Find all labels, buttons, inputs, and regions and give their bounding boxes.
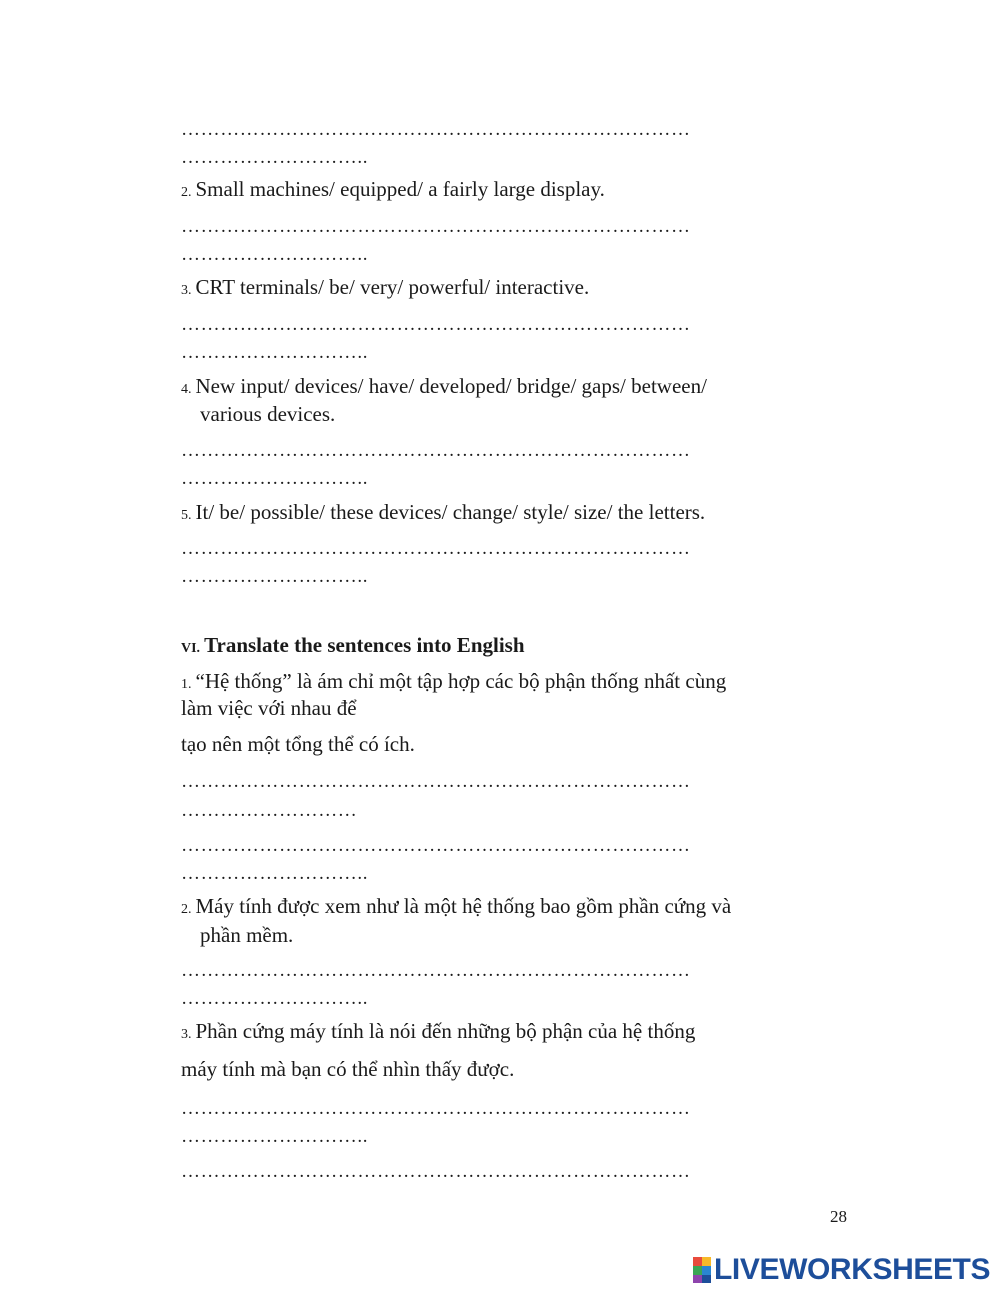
exercise-item: [181, 374, 707, 399]
answer-line: ……………………………………………………………………: [181, 440, 691, 461]
exercise-item: [181, 669, 726, 694]
answer-line: ……………………………………………………………………: [181, 314, 691, 335]
section-title: Translate the sentences into English: [204, 633, 525, 657]
answer-line: ………………………..: [181, 342, 369, 363]
item-text-continued: máy tính mà bạn có thể nhìn thấy được.: [181, 1057, 515, 1081]
item-text: Máy tính được xem như là một hệ thống bao gồm phần cứng và: [195, 894, 732, 918]
answer-line: ………………………..: [181, 244, 369, 265]
item-text-continued: làm việc với nhau để: [181, 696, 357, 720]
answer-line: ……………………………………………………………………: [181, 1098, 691, 1119]
page-number: 28: [830, 1207, 847, 1226]
answer-line: ……………………………………………………………………: [181, 119, 691, 140]
item-number: 2.: [181, 902, 192, 917]
item-text: It/ be/ possible/ these devices/ change/ style/ size/ the letters.: [195, 500, 706, 524]
answer-line: ………………………..: [181, 863, 369, 884]
answer-line: ………………………: [181, 800, 358, 821]
item-text: New input/ devices/ have/ developed/ bridge/ gaps/ between/: [195, 374, 707, 398]
item-text: “Hệ thống” là ám chỉ một tập hợp các bộ phận thống nhất cùng: [195, 669, 727, 693]
exercise-item: [181, 1019, 695, 1044]
item-number: 3.: [181, 283, 192, 298]
answer-line: ……………………………………………………………………: [181, 960, 691, 981]
logo-text: LIVEWORKSHEETS: [714, 1253, 991, 1286]
section-roman-numeral: VI.: [181, 641, 201, 656]
exercise-item: [181, 177, 605, 202]
answer-line: ………………………..: [181, 147, 369, 168]
item-number: 4.: [181, 382, 192, 397]
item-text-continued: phần mềm.: [200, 923, 294, 947]
item-text-continued: various devices.: [200, 402, 336, 426]
item-number: 3.: [181, 1027, 192, 1042]
answer-line: ………………………..: [181, 566, 369, 587]
item-text: CRT terminals/ be/ very/ powerful/ interactive.: [195, 275, 590, 299]
exercise-item: [181, 500, 705, 525]
item-number: 1.: [181, 677, 192, 692]
exercise-item: [181, 275, 589, 300]
answer-line: ……………………………………………………………………: [181, 216, 691, 237]
answer-line: ………………………..: [181, 1126, 369, 1147]
answer-line: ………………………..: [181, 468, 369, 489]
exercise-item: [181, 894, 731, 919]
item-text-continued: tạo nên một tổng thể có ích.: [181, 732, 415, 756]
item-number: 5.: [181, 508, 192, 523]
answer-line: ……………………………………………………………………: [181, 771, 691, 792]
answer-line: ……………………………………………………………………: [181, 835, 691, 856]
answer-line: ……………………………………………………………………: [181, 538, 691, 559]
answer-line: ……………………………………………………………………: [181, 1161, 691, 1182]
section-heading: [181, 633, 525, 658]
item-text: Phần cứng máy tính là nói đến những bộ phận của hệ thống: [195, 1019, 696, 1043]
logo-mark-icon: [693, 1257, 711, 1283]
answer-line: ………………………..: [181, 988, 369, 1009]
liveworksheets-logo: [693, 1253, 990, 1287]
item-number: 2.: [181, 185, 192, 200]
item-text: Small machines/ equipped/ a fairly large display.: [195, 177, 605, 201]
